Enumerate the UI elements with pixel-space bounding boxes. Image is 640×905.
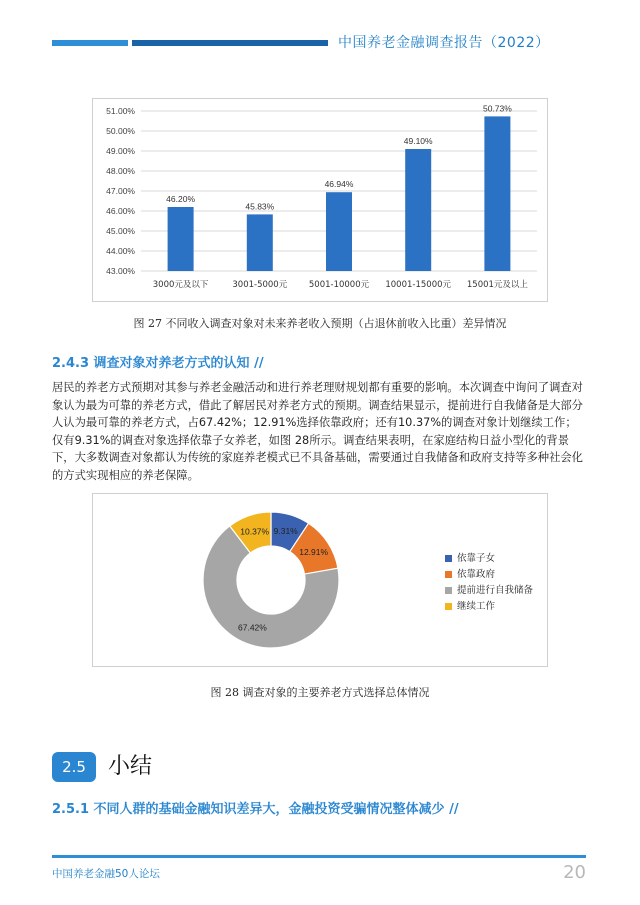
y-tick-label: 47.00%	[106, 186, 135, 196]
footer-divider	[52, 855, 586, 858]
section-2-4-3-paragraph: 居民的养老方式预期对其参与养老金融活动和进行养老理财规划都有重要的影响。本次调查中询问了调查对象认为最为可靠的养老方式，借此了解居民对养老方式的预期。调查结果显示，提前进行自我储备是大部分人认为最可靠的养老方式，占67.42%；12.91%选择依靠政府；还有10.37%的调查对象计划继续工作；仅有9.31%的调查对象选择依靠子女养老，如图 28所示。调查结果表明，在家庭结构日益小型化的背景下，大多数调查对象都认为传统的家庭养老模式已不具备基础，需要通过自我储备和政府支持等多种社会化的方式实现相应的养老保障。	[52, 381, 583, 482]
y-tick-label: 44.00%	[106, 246, 135, 256]
figure-27-bar-chart	[93, 99, 547, 301]
y-tick-label: 48.00%	[106, 166, 135, 176]
bar	[405, 149, 431, 271]
legend-swatch	[445, 571, 452, 578]
header-accent-bar-dark	[132, 40, 328, 46]
y-tick-label: 45.00%	[106, 226, 135, 236]
x-tick-label: 3001-5000元	[232, 280, 288, 290]
bar	[484, 116, 510, 271]
bar-data-label: 49.10%	[403, 136, 433, 146]
x-tick-label: 10001-15000元	[385, 280, 452, 290]
legend-item-keep-working	[445, 598, 495, 612]
x-tick-label: 3000元及以下	[152, 280, 209, 290]
figure-28-donut-chart	[93, 494, 547, 666]
legend-item-children	[445, 550, 495, 564]
legend-swatch	[445, 587, 452, 594]
legend-swatch	[445, 603, 452, 610]
figure-27-caption: 图 27 不同收入调查对象对未来养老收入预期（占退休前收入比重）差异情况	[133, 317, 507, 330]
y-tick-label: 50.00%	[106, 126, 135, 136]
section-2-5-title: 小结	[108, 754, 153, 779]
y-tick-label: 51.00%	[106, 106, 135, 116]
footer-forum-name: 中国养老金融50人论坛	[52, 868, 160, 880]
section-2-4-3-title: 2.4.3 调查对象对养老方式的认知 //	[52, 356, 264, 371]
header-accent-bar-light	[52, 40, 128, 46]
y-tick-label: 46.00%	[106, 206, 135, 216]
page-number: 20	[563, 862, 586, 883]
legend-label: 依靠子女	[457, 553, 496, 564]
y-tick-label: 49.00%	[106, 146, 135, 156]
legend-swatch	[445, 555, 452, 562]
slice-data-label: 67.42%	[238, 622, 267, 633]
legend-item-government	[445, 566, 495, 580]
bar-data-label: 46.94%	[324, 179, 354, 190]
legend-label: 提前进行自我储备	[457, 585, 534, 596]
bar-data-label: 46.20%	[166, 194, 196, 204]
section-2-5-1-title: 2.5.1 不同人群的基础金融知识差异大，金融投资受骗情况整体减少 //	[52, 802, 459, 817]
figure-28-caption: 图 28 调查对象的主要养老方式选择总体情况	[210, 686, 430, 699]
bar	[168, 207, 194, 271]
slice-data-label: 12.91%	[299, 547, 329, 558]
section-number-badge: 2.5	[52, 752, 96, 782]
legend-item-self-saving	[445, 582, 533, 596]
figure-28-frame	[92, 493, 548, 667]
legend-label: 继续工作	[457, 601, 496, 612]
slice-data-label: 9.31%	[273, 526, 298, 537]
slice-data-label: 10.37%	[240, 526, 270, 537]
report-title: 中国养老金融调查报告（2022）	[338, 35, 550, 51]
bar	[326, 192, 352, 271]
legend-label: 依靠政府	[457, 569, 496, 580]
y-tick-label: 43.00%	[106, 266, 135, 276]
x-tick-label: 5001-10000元	[308, 280, 370, 290]
x-tick-label: 15001元及以上	[466, 280, 528, 290]
bar-data-label: 45.83%	[245, 201, 275, 212]
bar	[247, 214, 273, 271]
figure-27-frame	[92, 98, 548, 302]
bar-data-label: 50.73%	[482, 103, 512, 114]
